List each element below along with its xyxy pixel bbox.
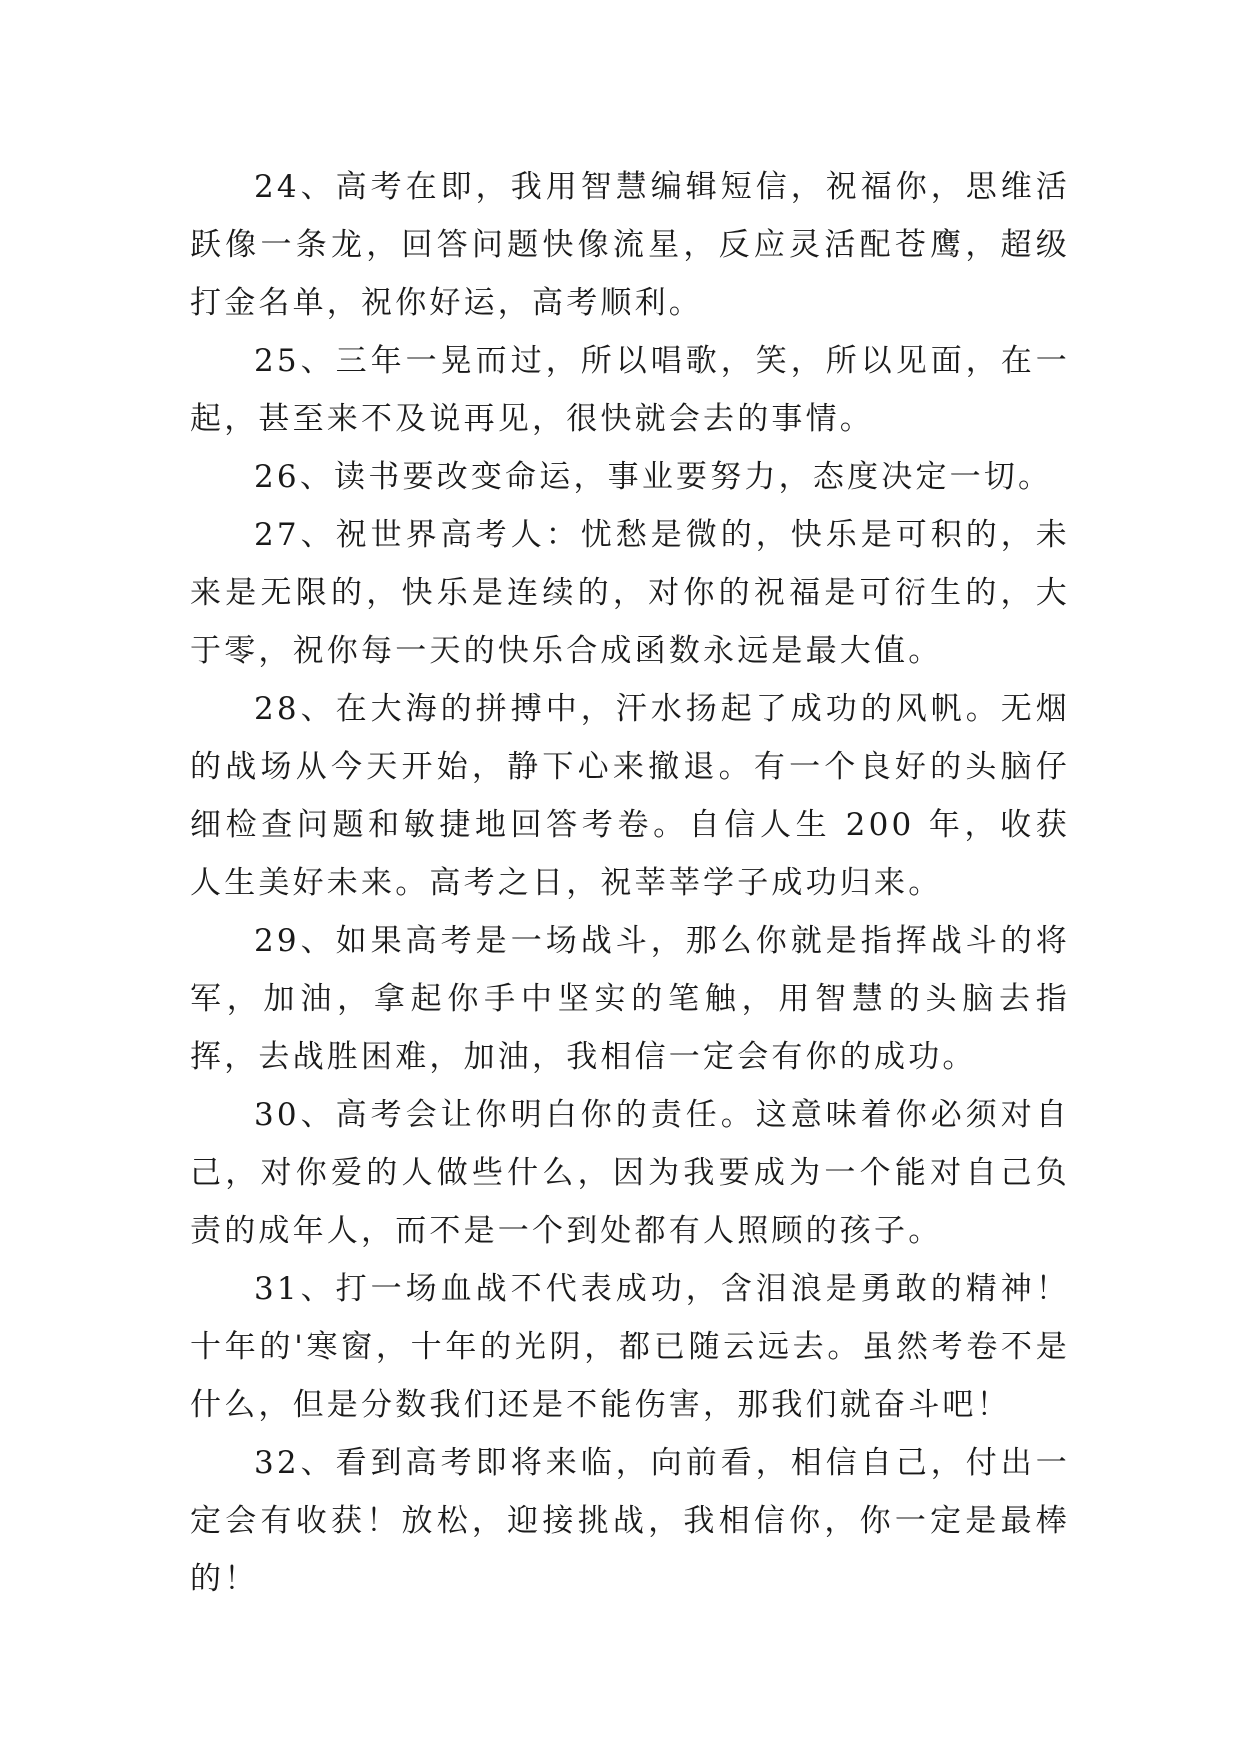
paragraph-30: 30、高考会让你明白你的责任。这意味着你必须对自己，对你爱的人做些什么，因为我要成为一个能对自己负责的成年人，而不是一个到处都有人照顾的孩子。 <box>190 1097 1070 1249</box>
paragraph-27: 27、祝世界高考人：忧愁是微的，快乐是可积的，未来是无限的，快乐是连续的，对你的祝福是可衍生的，大于零，祝你每一天的快乐合成函数永远是最大值。 <box>190 517 1070 669</box>
paragraph-28: 28、在大海的拼搏中，汗水扬起了成功的风帆。无烟的战场从今天开始，静下心来撤退。有一个良好的头脑仔细检查问题和敏捷地回答考卷。自信人生 200 年，收获人生美好未来。高考之日，祝莘莘学子成功归来。 <box>190 691 1070 901</box>
paragraph-29: 29、如果高考是一场战斗，那么你就是指挥战斗的将军，加油，拿起你手中坚实的笔触，用智慧的头脑去指挥，去战胜困难，加油，我相信一定会有你的成功。 <box>190 923 1070 1075</box>
paragraph-25: 25、三年一晃而过，所以唱歌，笑，所以见面，在一起，甚至来不及说再见，很快就会去的事情。 <box>190 343 1070 437</box>
paragraph-31: 31、打一场血战不代表成功，含泪浪是勇敢的精神！十年的'寒窗，十年的光阴，都已随云远去。虽然考卷不是什么，但是分数我们还是不能伤害，那我们就奋斗吧！ <box>190 1271 1070 1423</box>
document-body <box>190 158 1070 1608</box>
paragraph-26: 26、读书要改变命运，事业要努力，态度决定一切。 <box>254 459 1053 495</box>
paragraph-32: 32、看到高考即将来临，向前看，相信自己，付出一定会有收获！放松，迎接挑战，我相信你，你一定是最棒的！ <box>190 1445 1070 1597</box>
paragraph-24: 24、高考在即，我用智慧编辑短信，祝福你，思维活跃像一条龙，回答问题快像流星，反应灵活配苍鹰，超级打金名单，祝你好运，高考顺利。 <box>190 169 1070 321</box>
